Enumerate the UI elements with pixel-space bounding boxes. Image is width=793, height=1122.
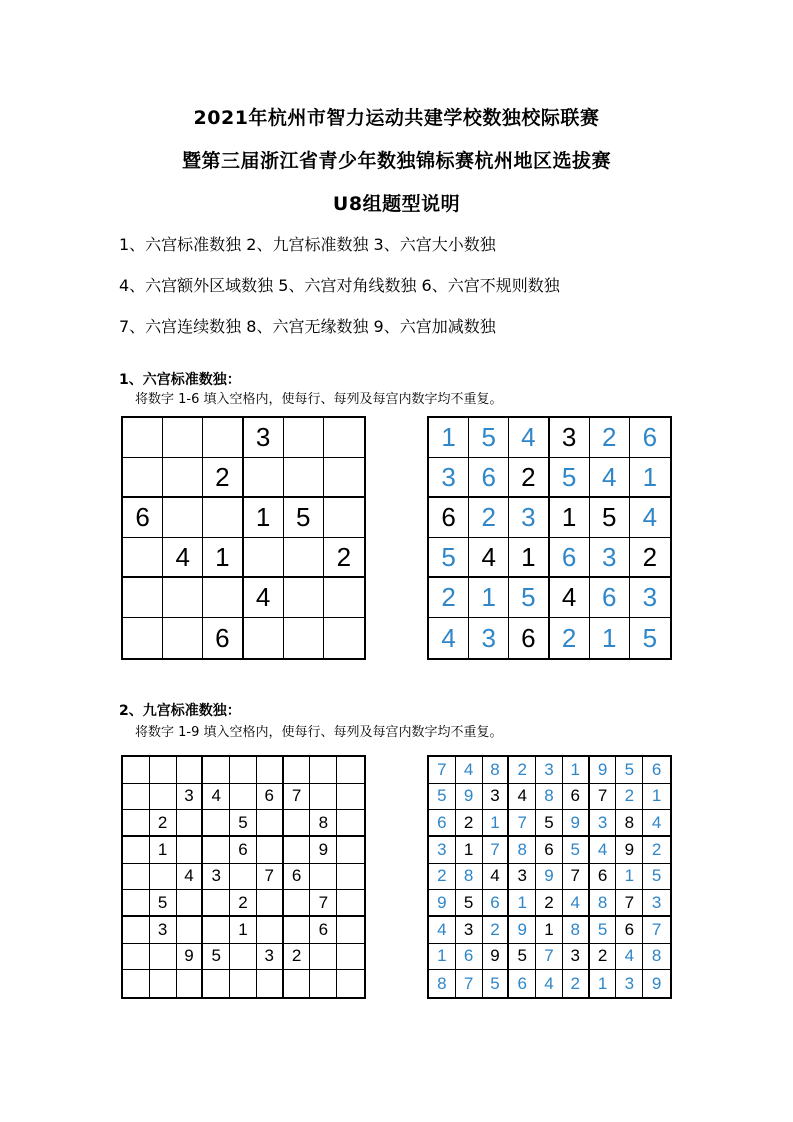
grid-cell [324, 458, 364, 498]
grid-cell: 2 [284, 944, 311, 971]
grid-cell: 2 [536, 890, 563, 917]
grid-cell [257, 890, 284, 917]
grid-cell: 6 [590, 578, 630, 618]
grid-cell: 4 [630, 498, 670, 538]
grid-cell [324, 618, 364, 658]
grid-cell: 5 [509, 944, 536, 971]
grid-cell [244, 618, 284, 658]
title-line-1: 2021年杭州市智力运动共建学校数独校际联赛 [193, 107, 600, 129]
grid-cell: 4 [429, 618, 469, 658]
grid-cell: 5 [642, 622, 658, 653]
grid-cell: 6 [284, 864, 311, 891]
grid-cell: 4 [643, 810, 670, 837]
grid-cell: 4 [563, 890, 590, 917]
grid-cell: 2 [616, 784, 643, 811]
grid-cell: 9 [177, 944, 204, 971]
grid-cell: 5 [429, 538, 469, 578]
grid-cell: 3 [244, 418, 284, 458]
title-line-3: U8组题型说明 [332, 193, 461, 215]
grid-cell: 5 [590, 917, 617, 944]
grid-cell [150, 970, 177, 997]
grid-cell [203, 418, 243, 458]
grid-cell: 1 [150, 837, 177, 864]
grid-cell [310, 864, 337, 891]
grid-cell: 3 [483, 784, 510, 811]
grid-cell: 7 [483, 837, 510, 864]
grid-cell [163, 458, 203, 498]
grid-cell: 8 [616, 810, 643, 837]
grid-cell: 5 [616, 757, 643, 784]
grid-cell: 6 [203, 618, 243, 658]
grid-cell [177, 890, 204, 917]
grid-cell: 2 [324, 538, 364, 578]
grid-cell: 2 [550, 618, 590, 658]
grid-cell: 4 [456, 757, 483, 784]
grid-cell: 2 [469, 498, 509, 538]
grid-cell [284, 618, 324, 658]
grid-cell: 6 [536, 837, 563, 864]
grid-cell [123, 864, 150, 891]
grid-cell [337, 944, 364, 971]
nine-grid-puzzle [121, 755, 366, 999]
grid-cell: 5 [536, 810, 563, 837]
grid-cell: 5 [509, 578, 549, 618]
grid-cell [123, 538, 163, 578]
grid-cell [310, 944, 337, 971]
grid-cell: 9 [509, 917, 536, 944]
grid-cell: 5 [563, 837, 590, 864]
six-grid-solution [427, 416, 672, 660]
grid-cell [337, 970, 364, 997]
grid-cell [324, 418, 364, 458]
grid-cell: 1 [563, 757, 590, 784]
grid-cell: 3 [630, 578, 670, 618]
grid-cell: 6 [429, 810, 456, 837]
grid-cell [163, 418, 203, 458]
grid-cell: 7 [616, 890, 643, 917]
grid-cell: 1 [630, 458, 670, 498]
grid-cell [337, 757, 364, 784]
grid-cell [123, 578, 163, 618]
grid-cell: 6 [483, 890, 510, 917]
grid-cell [123, 810, 150, 837]
grid-cell [230, 970, 257, 997]
six-grid-puzzle [121, 416, 366, 660]
grid-cell: 1 [230, 917, 257, 944]
grid-cell: 4 [590, 458, 630, 498]
grid-cell [337, 864, 364, 891]
section-1-description: 将数字 1-6 填入空格内，使每行、每列及每宫内数字均不重复。 [135, 392, 503, 407]
grid-cell: 5 [284, 498, 324, 538]
grid-cell: 9 [310, 837, 337, 864]
grid-cell: 8 [429, 970, 456, 997]
grid-cell [203, 970, 230, 997]
grid-cell: 2 [643, 837, 670, 864]
grid-cell [177, 917, 204, 944]
grid-cell [284, 458, 324, 498]
grid-cell [257, 837, 284, 864]
grid-cell: 5 [230, 810, 257, 837]
grid-cell [284, 810, 311, 837]
grid-cell [310, 757, 337, 784]
grid-cell: 9 [456, 784, 483, 811]
grid-cell: 1 [203, 538, 243, 578]
grid-cell: 1 [590, 970, 617, 997]
grid-cell: 3 [590, 538, 630, 578]
grid-cell: 9 [483, 944, 510, 971]
grid-cell: 4 [203, 784, 230, 811]
grid-cell: 9 [651, 973, 662, 993]
grid-cell: 5 [203, 944, 230, 971]
grid-cell [337, 890, 364, 917]
grid-cell [230, 757, 257, 784]
grid-cell [123, 784, 150, 811]
section-2-description: 将数字 1-9 填入空格内，使每行、每列及每宫内数字均不重复。 [135, 725, 503, 740]
grid-cell [230, 864, 257, 891]
grid-cell: 1 [643, 784, 670, 811]
grid-cell [337, 837, 364, 864]
grid-cell: 3 [456, 917, 483, 944]
grid-cell [177, 970, 204, 997]
grid-cell: 6 [469, 458, 509, 498]
grid-cell: 1 [509, 538, 549, 578]
grid-cell: 2 [630, 538, 670, 578]
grid-cell: 4 [509, 418, 549, 458]
grid-cell [150, 757, 177, 784]
grid-cell [177, 757, 204, 784]
type-list-line-3: 7、六宫连续数独 8、六宫无缘数独 9、六宫加减数独 [119, 317, 496, 336]
grid-cell [230, 784, 257, 811]
grid-cell: 2 [456, 810, 483, 837]
grid-cell [284, 418, 324, 458]
grid-cell: 7 [590, 784, 617, 811]
grid-cell: 6 [616, 917, 643, 944]
grid-cell [324, 498, 364, 538]
grid-cell: 7 [456, 970, 483, 997]
grid-cell: 6 [509, 970, 536, 997]
grid-cell: 4 [469, 538, 509, 578]
grid-cell [244, 538, 284, 578]
grid-cell [203, 810, 230, 837]
grid-cell [123, 837, 150, 864]
grid-cell: 1 [536, 917, 563, 944]
grid-cell: 2 [590, 944, 617, 971]
grid-cell: 5 [150, 890, 177, 917]
grid-cell: 6 [563, 784, 590, 811]
grid-cell [150, 944, 177, 971]
grid-cell [230, 944, 257, 971]
grid-cell [324, 578, 364, 618]
grid-cell [177, 837, 204, 864]
grid-cell [284, 890, 311, 917]
grid-cell: 4 [163, 538, 203, 578]
grid-cell: 8 [563, 917, 590, 944]
grid-cell [257, 970, 284, 997]
grid-cell: 7 [563, 864, 590, 891]
grid-cell: 6 [509, 618, 549, 658]
grid-cell: 8 [483, 757, 510, 784]
grid-cell: 1 [244, 498, 284, 538]
grid-cell: 6 [456, 944, 483, 971]
grid-cell: 7 [429, 757, 456, 784]
grid-cell: 1 [469, 578, 509, 618]
grid-cell: 1 [550, 498, 590, 538]
grid-cell [203, 917, 230, 944]
title-line-2: 暨第三届浙江省青少年数独锦标赛杭州地区选拔赛 [181, 150, 611, 172]
grid-cell: 6 [550, 538, 590, 578]
grid-cell: 6 [123, 498, 163, 538]
grid-cell: 3 [509, 864, 536, 891]
grid-cell: 6 [310, 917, 337, 944]
grid-cell [123, 757, 150, 784]
grid-cell: 2 [509, 458, 549, 498]
grid-cell: 1 [483, 810, 510, 837]
grid-cell: 3 [150, 917, 177, 944]
grid-cell: 9 [536, 864, 563, 891]
grid-cell: 3 [203, 864, 230, 891]
grid-cell [123, 917, 150, 944]
grid-cell: 7 [284, 784, 311, 811]
grid-cell: 5 [429, 784, 456, 811]
grid-cell: 1 [616, 864, 643, 891]
grid-cell [310, 784, 337, 811]
grid-cell: 3 [536, 757, 563, 784]
grid-cell [123, 418, 163, 458]
grid-cell: 8 [509, 837, 536, 864]
grid-cell: 5 [469, 418, 509, 458]
grid-cell [203, 498, 243, 538]
grid-cell [123, 458, 163, 498]
grid-cell: 3 [469, 618, 509, 658]
grid-cell [150, 784, 177, 811]
grid-cell: 9 [590, 757, 617, 784]
grid-cell: 4 [483, 864, 510, 891]
grid-cell: 4 [244, 578, 284, 618]
grid-cell [123, 970, 150, 997]
grid-cell [203, 578, 243, 618]
grid-cell [163, 498, 203, 538]
grid-cell: 5 [590, 498, 630, 538]
grid-cell: 6 [230, 837, 257, 864]
grid-cell: 4 [177, 864, 204, 891]
grid-cell: 5 [456, 890, 483, 917]
grid-cell: 6 [429, 498, 469, 538]
grid-cell [337, 784, 364, 811]
grid-cell [284, 538, 324, 578]
grid-cell: 6 [643, 757, 670, 784]
grid-cell: 4 [590, 837, 617, 864]
grid-cell [150, 864, 177, 891]
grid-cell: 3 [509, 498, 549, 538]
grid-cell: 8 [643, 944, 670, 971]
grid-cell: 3 [429, 458, 469, 498]
grid-cell: 3 [616, 970, 643, 997]
grid-cell: 6 [590, 864, 617, 891]
grid-cell [203, 837, 230, 864]
grid-cell: 3 [550, 418, 590, 458]
grid-cell: 3 [429, 837, 456, 864]
grid-cell [123, 618, 163, 658]
grid-cell: 3 [643, 890, 670, 917]
grid-cell: 3 [257, 944, 284, 971]
section-2-title: 2、九宫标准数独： [119, 703, 241, 719]
grid-cell [123, 890, 150, 917]
grid-cell: 2 [509, 757, 536, 784]
grid-cell [284, 917, 311, 944]
grid-cell: 5 [643, 864, 670, 891]
grid-cell: 2 [590, 418, 630, 458]
grid-cell: 4 [509, 784, 536, 811]
type-list-line-2: 4、六宫额外区域数独 5、六宫对角线数独 6、六宫不规则数独 [119, 276, 560, 295]
grid-cell: 1 [429, 418, 469, 458]
grid-cell: 2 [429, 578, 469, 618]
grid-cell: 9 [616, 837, 643, 864]
grid-cell [244, 458, 284, 498]
grid-cell: 2 [203, 458, 243, 498]
nine-grid-solution [427, 755, 672, 999]
grid-cell: 4 [616, 944, 643, 971]
grid-cell: 5 [483, 970, 510, 997]
grid-cell [284, 757, 311, 784]
grid-cell: 3 [177, 784, 204, 811]
grid-cell: 1 [456, 837, 483, 864]
grid-cell [177, 810, 204, 837]
grid-cell: 4 [550, 578, 590, 618]
grid-cell: 3 [563, 944, 590, 971]
grid-cell: 6 [630, 418, 670, 458]
grid-cell [284, 578, 324, 618]
grid-cell: 2 [563, 970, 590, 997]
grid-cell: 7 [643, 917, 670, 944]
grid-cell: 8 [590, 890, 617, 917]
grid-cell [337, 917, 364, 944]
grid-cell [257, 757, 284, 784]
grid-cell: 2 [150, 810, 177, 837]
grid-cell [284, 970, 311, 997]
grid-cell [257, 810, 284, 837]
grid-cell: 3 [590, 810, 617, 837]
grid-cell: 8 [310, 810, 337, 837]
grid-cell [163, 578, 203, 618]
grid-cell: 5 [550, 458, 590, 498]
grid-cell: 8 [456, 864, 483, 891]
grid-cell [337, 810, 364, 837]
type-list-line-1: 1、六宫标准数独 2、九宫标准数独 3、六宫大小数独 [119, 235, 496, 254]
grid-cell: 7 [536, 944, 563, 971]
grid-cell: 9 [429, 890, 456, 917]
section-1-title: 1、六宫标准数独： [119, 372, 241, 388]
grid-cell: 8 [536, 784, 563, 811]
grid-cell [284, 837, 311, 864]
grid-cell: 7 [310, 890, 337, 917]
grid-cell [203, 757, 230, 784]
grid-cell: 2 [429, 864, 456, 891]
grid-cell [310, 970, 337, 997]
grid-cell: 1 [509, 890, 536, 917]
grid-cell [257, 917, 284, 944]
grid-cell [203, 890, 230, 917]
grid-cell: 7 [257, 864, 284, 891]
grid-cell: 9 [563, 810, 590, 837]
grid-cell: 2 [483, 917, 510, 944]
grid-cell [123, 944, 150, 971]
grid-cell: 7 [509, 810, 536, 837]
grid-cell: 6 [257, 784, 284, 811]
grid-cell: 2 [230, 890, 257, 917]
grid-cell [163, 618, 203, 658]
grid-cell: 1 [429, 944, 456, 971]
grid-cell: 4 [429, 917, 456, 944]
grid-cell: 4 [536, 970, 563, 997]
grid-cell: 1 [590, 618, 630, 658]
